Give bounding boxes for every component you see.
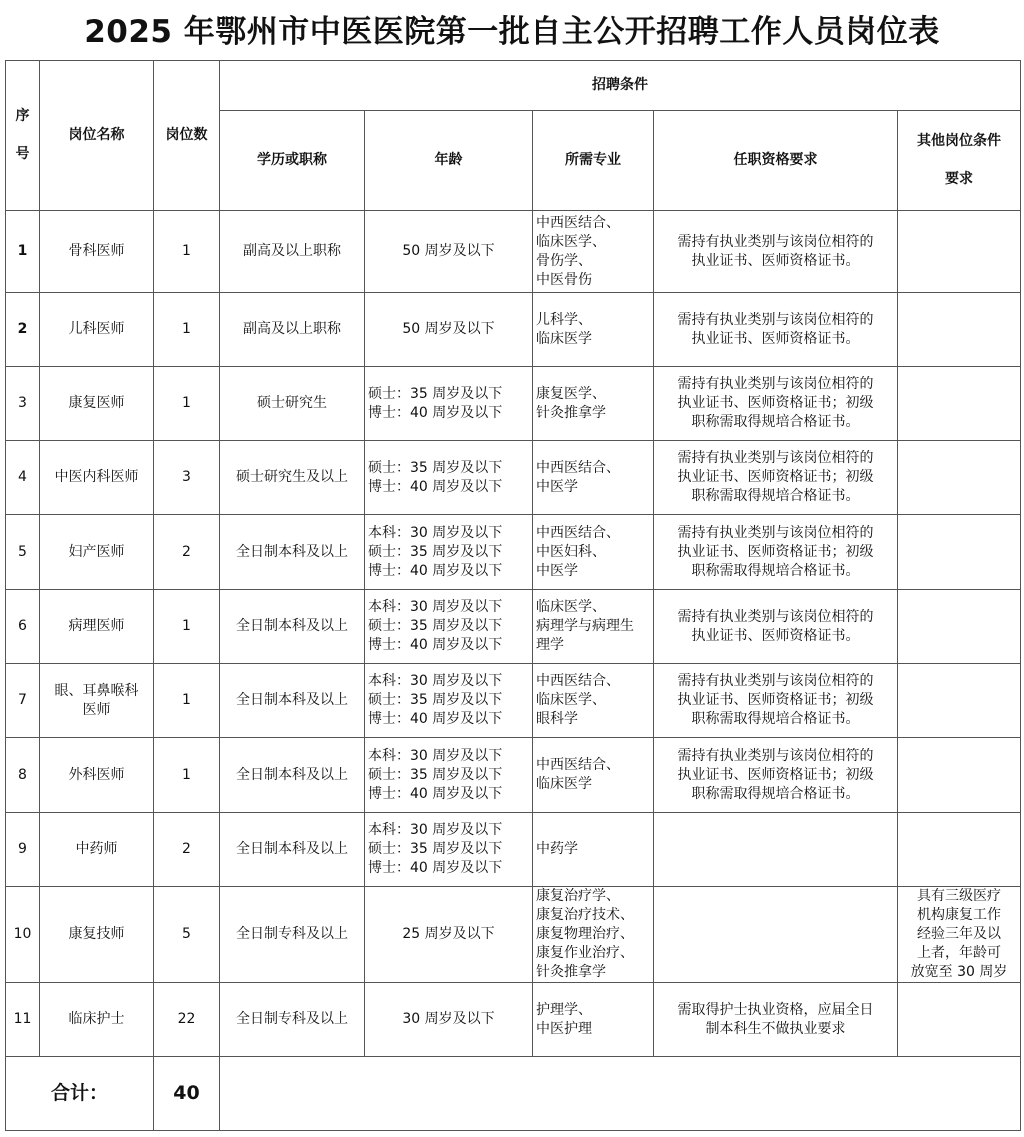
header-other: 其他岗位条件 要求 bbox=[898, 111, 1021, 211]
cell-other bbox=[898, 211, 1021, 293]
cell-other bbox=[898, 664, 1021, 738]
cell-position: 外科医师 bbox=[40, 738, 154, 813]
cell-education: 全日制本科及以上 bbox=[220, 515, 365, 590]
cell-qualification: 需持有执业类别与该岗位相符的 执业证书、医师资格证书。 bbox=[654, 211, 898, 293]
cell-major: 中西医结合、 中医学 bbox=[533, 441, 654, 515]
cell-education: 全日制本科及以上 bbox=[220, 664, 365, 738]
cell-major: 中药学 bbox=[533, 813, 654, 887]
cell-qualification bbox=[654, 887, 898, 983]
cell-other bbox=[898, 367, 1021, 441]
cell-position: 骨科医师 bbox=[40, 211, 154, 293]
total-count: 40 bbox=[154, 1057, 220, 1131]
cell-seq: 10 bbox=[6, 887, 40, 983]
cell-qualification: 需持有执业类别与该岗位相符的 执业证书、医师资格证书。 bbox=[654, 293, 898, 367]
cell-age: 50 周岁及以下 bbox=[365, 293, 533, 367]
cell-age: 硕士：35 周岁及以下 博士：40 周岁及以下 bbox=[365, 441, 533, 515]
cell-education: 全日制本科及以上 bbox=[220, 590, 365, 664]
cell-education: 副高及以上职称 bbox=[220, 293, 365, 367]
cell-count: 1 bbox=[154, 293, 220, 367]
total-empty bbox=[220, 1057, 1021, 1131]
cell-qualification: 需持有执业类别与该岗位相符的 执业证书、医师资格证书；初级 职称需取得规培合格证书。 bbox=[654, 738, 898, 813]
cell-age: 本科：30 周岁及以下 硕士：35 周岁及以下 博士：40 周岁及以下 bbox=[365, 515, 533, 590]
table-row bbox=[6, 887, 1021, 983]
cell-education: 全日制专科及以上 bbox=[220, 887, 365, 983]
table-row bbox=[6, 211, 1021, 293]
table-row bbox=[6, 983, 1021, 1057]
cell-seq: 7 bbox=[6, 664, 40, 738]
cell-major: 中西医结合、 中医妇科、 中医学 bbox=[533, 515, 654, 590]
cell-education: 全日制专科及以上 bbox=[220, 983, 365, 1057]
header-seq: 序 号 bbox=[6, 61, 40, 211]
cell-major: 护理学、 中医护理 bbox=[533, 983, 654, 1057]
cell-age: 本科：30 周岁及以下 硕士：35 周岁及以下 博士：40 周岁及以下 bbox=[365, 590, 533, 664]
cell-count: 22 bbox=[154, 983, 220, 1057]
cell-count: 1 bbox=[154, 211, 220, 293]
cell-position: 康复医师 bbox=[40, 367, 154, 441]
cell-age: 硕士：35 周岁及以下 博士：40 周岁及以下 bbox=[365, 367, 533, 441]
cell-major: 儿科学、 临床医学 bbox=[533, 293, 654, 367]
total-label: 合计： bbox=[6, 1057, 154, 1131]
cell-position: 中药师 bbox=[40, 813, 154, 887]
cell-seq: 1 bbox=[6, 211, 40, 293]
cell-seq: 11 bbox=[6, 983, 40, 1057]
cell-qualification: 需取得护士执业资格，应届全日 制本科生不做执业要求 bbox=[654, 983, 898, 1057]
cell-other bbox=[898, 738, 1021, 813]
cell-count: 1 bbox=[154, 738, 220, 813]
cell-count: 2 bbox=[154, 515, 220, 590]
header-qualification: 任职资格要求 bbox=[654, 111, 898, 211]
cell-position: 妇产医师 bbox=[40, 515, 154, 590]
cell-count: 3 bbox=[154, 441, 220, 515]
cell-major: 中西医结合、 临床医学 bbox=[533, 738, 654, 813]
cell-major: 康复医学、 针灸推拿学 bbox=[533, 367, 654, 441]
cell-education: 硕士研究生及以上 bbox=[220, 441, 365, 515]
table-row bbox=[6, 590, 1021, 664]
cell-position: 康复技师 bbox=[40, 887, 154, 983]
cell-qualification: 需持有执业类别与该岗位相符的 执业证书、医师资格证书。 bbox=[654, 590, 898, 664]
cell-other bbox=[898, 590, 1021, 664]
cell-seq: 2 bbox=[6, 293, 40, 367]
cell-age: 25 周岁及以下 bbox=[365, 887, 533, 983]
table-row bbox=[6, 738, 1021, 813]
header-age: 年龄 bbox=[365, 111, 533, 211]
cell-other: 具有三级医疗 机构康复工作 经验三年及以 上者，年龄可 放宽至 30 周岁 bbox=[898, 887, 1021, 983]
cell-seq: 5 bbox=[6, 515, 40, 590]
cell-other bbox=[898, 441, 1021, 515]
cell-major: 中西医结合、 临床医学、 眼科学 bbox=[533, 664, 654, 738]
table-row bbox=[6, 664, 1021, 738]
cell-count: 5 bbox=[154, 887, 220, 983]
cell-seq: 8 bbox=[6, 738, 40, 813]
cell-qualification bbox=[654, 813, 898, 887]
cell-position: 眼、耳鼻喉科 医师 bbox=[40, 664, 154, 738]
cell-age: 30 周岁及以下 bbox=[365, 983, 533, 1057]
page-title: 2025 年鄂州市中医医院第一批自主公开招聘工作人员岗位表 bbox=[84, 14, 940, 50]
table-row bbox=[6, 813, 1021, 887]
cell-qualification: 需持有执业类别与该岗位相符的 执业证书、医师资格证书；初级 职称需取得规培合格证书。 bbox=[654, 367, 898, 441]
positions-table bbox=[5, 60, 1021, 1131]
cell-seq: 4 bbox=[6, 441, 40, 515]
cell-count: 2 bbox=[154, 813, 220, 887]
cell-education: 全日制本科及以上 bbox=[220, 813, 365, 887]
cell-count: 1 bbox=[154, 590, 220, 664]
header-position: 岗位名称 bbox=[40, 61, 154, 211]
cell-other bbox=[898, 293, 1021, 367]
cell-other bbox=[898, 813, 1021, 887]
header-major: 所需专业 bbox=[533, 111, 654, 211]
cell-education: 副高及以上职称 bbox=[220, 211, 365, 293]
header-count: 岗位数 bbox=[154, 61, 220, 211]
cell-position: 中医内科医师 bbox=[40, 441, 154, 515]
cell-seq: 9 bbox=[6, 813, 40, 887]
cell-major: 中西医结合、 临床医学、 骨伤学、 中医骨伤 bbox=[533, 211, 654, 293]
cell-position: 儿科医师 bbox=[40, 293, 154, 367]
table-row bbox=[6, 367, 1021, 441]
table-row bbox=[6, 515, 1021, 590]
table-row bbox=[6, 293, 1021, 367]
cell-qualification: 需持有执业类别与该岗位相符的 执业证书、医师资格证书；初级 职称需取得规培合格证书。 bbox=[654, 441, 898, 515]
cell-education: 硕士研究生 bbox=[220, 367, 365, 441]
header-education: 学历或职称 bbox=[220, 111, 365, 211]
cell-other bbox=[898, 515, 1021, 590]
cell-age: 本科：30 周岁及以下 硕士：35 周岁及以下 博士：40 周岁及以下 bbox=[365, 664, 533, 738]
cell-age: 本科：30 周岁及以下 硕士：35 周岁及以下 博士：40 周岁及以下 bbox=[365, 813, 533, 887]
cell-qualification: 需持有执业类别与该岗位相符的 执业证书、医师资格证书；初级 职称需取得规培合格证书。 bbox=[654, 664, 898, 738]
cell-major: 康复治疗学、 康复治疗技术、 康复物理治疗、 康复作业治疗、 针灸推拿学 bbox=[533, 887, 654, 983]
cell-seq: 6 bbox=[6, 590, 40, 664]
cell-count: 1 bbox=[154, 664, 220, 738]
cell-other bbox=[898, 983, 1021, 1057]
table-row bbox=[6, 441, 1021, 515]
header-conditions: 招聘条件 bbox=[220, 61, 1021, 111]
cell-seq: 3 bbox=[6, 367, 40, 441]
cell-major: 临床医学、 病理学与病理生 理学 bbox=[533, 590, 654, 664]
cell-age: 本科：30 周岁及以下 硕士：35 周岁及以下 博士：40 周岁及以下 bbox=[365, 738, 533, 813]
cell-education: 全日制本科及以上 bbox=[220, 738, 365, 813]
cell-age: 50 周岁及以下 bbox=[365, 211, 533, 293]
cell-qualification: 需持有执业类别与该岗位相符的 执业证书、医师资格证书；初级 职称需取得规培合格证书。 bbox=[654, 515, 898, 590]
cell-position: 临床护士 bbox=[40, 983, 154, 1057]
cell-position: 病理医师 bbox=[40, 590, 154, 664]
cell-count: 1 bbox=[154, 367, 220, 441]
